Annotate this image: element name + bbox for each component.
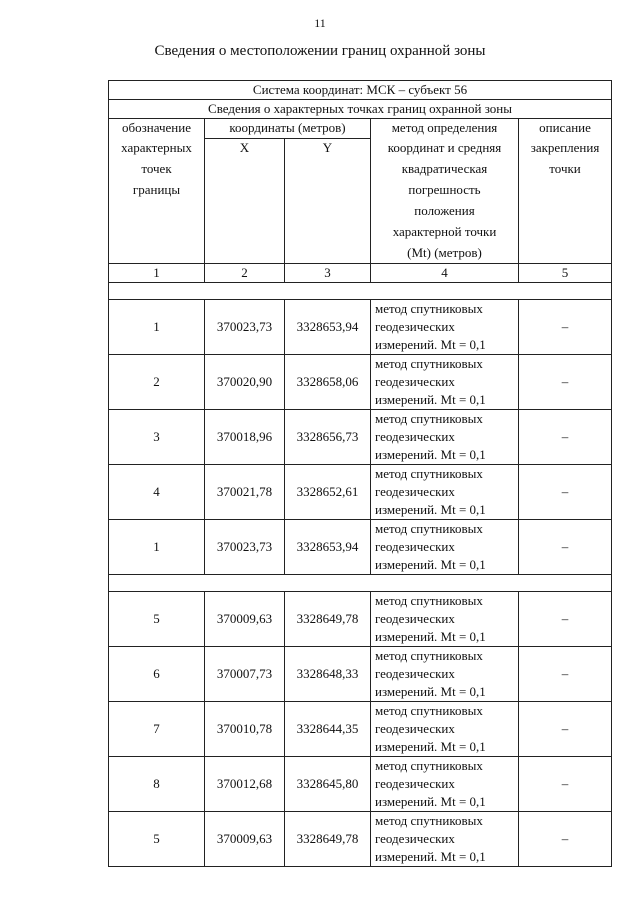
header-line: описание bbox=[539, 120, 591, 135]
method-cell bbox=[371, 592, 519, 647]
method-line: метод спутниковых bbox=[375, 521, 483, 536]
point-designation: 7 bbox=[109, 702, 205, 757]
header-line: квадратическая bbox=[401, 161, 488, 176]
method-line: геодезических bbox=[375, 611, 455, 626]
header-coordinates-group: координаты (метров) bbox=[205, 119, 371, 139]
header-line: точек bbox=[141, 161, 172, 176]
point-designation: 6 bbox=[109, 647, 205, 702]
method-cell bbox=[371, 520, 519, 575]
method-line: метод спутниковых bbox=[375, 758, 483, 773]
coordinate-y: 3328649,78 bbox=[285, 812, 371, 867]
point-designation: 1 bbox=[109, 520, 205, 575]
method-line: метод спутниковых bbox=[375, 813, 483, 828]
point-designation: 5 bbox=[109, 812, 205, 867]
table-row bbox=[109, 592, 612, 647]
description-cell: – bbox=[519, 757, 612, 812]
page-number: 11 bbox=[314, 16, 326, 30]
coordinate-x: 370020,90 bbox=[205, 355, 285, 410]
method-line: метод спутниковых bbox=[375, 356, 483, 371]
point-designation: 4 bbox=[109, 465, 205, 520]
description-cell: – bbox=[519, 355, 612, 410]
method-line: измерений. Mt = 0,1 bbox=[375, 849, 486, 864]
table-row bbox=[109, 520, 612, 575]
description-cell: – bbox=[519, 300, 612, 355]
coordinate-y: 3328652,61 bbox=[285, 465, 371, 520]
method-cell bbox=[371, 757, 519, 812]
coordinate-y: 3328653,94 bbox=[285, 520, 371, 575]
description-cell: – bbox=[519, 410, 612, 465]
header-line: границы bbox=[132, 182, 181, 197]
column-number: 2 bbox=[205, 264, 285, 283]
method-line: геодезических bbox=[375, 374, 455, 389]
point-designation: 5 bbox=[109, 592, 205, 647]
table-row bbox=[109, 355, 612, 410]
method-line: метод спутниковых bbox=[375, 703, 483, 718]
header-line: обозначение bbox=[122, 120, 191, 135]
coordinate-x: 370023,73 bbox=[205, 300, 285, 355]
method-line: измерений. Mt = 0,1 bbox=[375, 739, 486, 754]
table-row bbox=[109, 812, 612, 867]
coordinate-x: 370007,73 bbox=[205, 647, 285, 702]
method-line: измерений. Mt = 0,1 bbox=[375, 447, 486, 462]
table-row bbox=[109, 410, 612, 465]
method-line: геодезических bbox=[375, 539, 455, 554]
description-cell: – bbox=[519, 520, 612, 575]
coordinate-y: 3328649,78 bbox=[285, 592, 371, 647]
coordinate-y: 3328648,33 bbox=[285, 647, 371, 702]
method-line: геодезических bbox=[375, 429, 455, 444]
header-line: (Mt) (метров) bbox=[407, 245, 482, 260]
method-cell bbox=[371, 702, 519, 757]
group-separator-row bbox=[109, 283, 612, 300]
method-line: измерений. Mt = 0,1 bbox=[375, 629, 486, 644]
document-title: Сведения о местоположении границ охранной зоны bbox=[154, 43, 486, 59]
method-cell bbox=[371, 355, 519, 410]
method-cell bbox=[371, 647, 519, 702]
coordinate-x: 370018,96 bbox=[205, 410, 285, 465]
header-line: погрешность bbox=[408, 182, 481, 197]
header-y: Y bbox=[285, 138, 371, 263]
method-line: метод спутниковых bbox=[375, 301, 483, 316]
coordinate-x: 370009,63 bbox=[205, 592, 285, 647]
group-separator-row bbox=[109, 575, 612, 592]
coordinate-x: 370010,78 bbox=[205, 702, 285, 757]
header-method bbox=[371, 119, 519, 264]
description-cell: – bbox=[519, 592, 612, 647]
method-line: геодезических bbox=[375, 776, 455, 791]
table-row bbox=[109, 757, 612, 812]
method-line: геодезических bbox=[375, 484, 455, 499]
coordinate-x: 370021,78 bbox=[205, 465, 285, 520]
method-line: измерений. Mt = 0,1 bbox=[375, 502, 486, 517]
header-description bbox=[519, 119, 612, 264]
column-number: 1 bbox=[109, 264, 205, 283]
header-x: X bbox=[205, 138, 285, 263]
description-cell: – bbox=[519, 702, 612, 757]
header-line: метод определения bbox=[391, 120, 498, 135]
header-line: точки bbox=[549, 161, 581, 176]
coordinate-y: 3328644,35 bbox=[285, 702, 371, 757]
method-line: измерений. Mt = 0,1 bbox=[375, 337, 486, 352]
method-line: метод спутниковых bbox=[375, 593, 483, 608]
coordinate-x: 370012,68 bbox=[205, 757, 285, 812]
method-line: измерений. Mt = 0,1 bbox=[375, 794, 486, 809]
column-number: 4 bbox=[371, 264, 519, 283]
header-point-designation bbox=[109, 119, 205, 264]
header-line: характерной точки bbox=[392, 224, 497, 239]
method-line: геодезических bbox=[375, 319, 455, 334]
table-row bbox=[109, 465, 612, 520]
method-line: геодезических bbox=[375, 831, 455, 846]
coordinate-system-row: Система координат: МСК – субъект 56 bbox=[109, 81, 612, 100]
description-cell: – bbox=[519, 465, 612, 520]
table-row bbox=[109, 647, 612, 702]
table-row bbox=[109, 300, 612, 355]
coordinate-x: 370009,63 bbox=[205, 812, 285, 867]
header-line: координат и средняя bbox=[387, 140, 502, 155]
coordinate-y: 3328645,80 bbox=[285, 757, 371, 812]
method-cell bbox=[371, 410, 519, 465]
description-cell: – bbox=[519, 812, 612, 867]
method-line: геодезических bbox=[375, 666, 455, 681]
point-designation: 1 bbox=[109, 300, 205, 355]
method-cell bbox=[371, 812, 519, 867]
method-line: измерений. Mt = 0,1 bbox=[375, 684, 486, 699]
point-designation: 2 bbox=[109, 355, 205, 410]
header-line: положения bbox=[414, 203, 475, 218]
coordinate-y: 3328653,94 bbox=[285, 300, 371, 355]
table-row bbox=[109, 702, 612, 757]
section-header-row: Сведения о характерных точках границ охранной зоны bbox=[109, 100, 612, 119]
method-line: метод спутниковых bbox=[375, 411, 483, 426]
method-line: геодезических bbox=[375, 721, 455, 736]
point-designation: 3 bbox=[109, 410, 205, 465]
point-designation: 8 bbox=[109, 757, 205, 812]
method-cell bbox=[371, 465, 519, 520]
group-separator bbox=[109, 575, 612, 592]
column-number: 5 bbox=[519, 264, 612, 283]
boundary-points-table bbox=[108, 80, 612, 867]
header-line: характерных bbox=[121, 140, 192, 155]
group-separator bbox=[109, 283, 612, 300]
coordinate-y: 3328658,06 bbox=[285, 355, 371, 410]
method-line: измерений. Mt = 0,1 bbox=[375, 392, 486, 407]
method-line: измерений. Mt = 0,1 bbox=[375, 557, 486, 572]
description-cell: – bbox=[519, 647, 612, 702]
coordinate-y: 3328656,73 bbox=[285, 410, 371, 465]
header-line: закрепления bbox=[530, 140, 600, 155]
method-line: метод спутниковых bbox=[375, 466, 483, 481]
method-line: метод спутниковых bbox=[375, 648, 483, 663]
coordinate-x: 370023,73 bbox=[205, 520, 285, 575]
method-cell bbox=[371, 300, 519, 355]
column-number: 3 bbox=[285, 264, 371, 283]
